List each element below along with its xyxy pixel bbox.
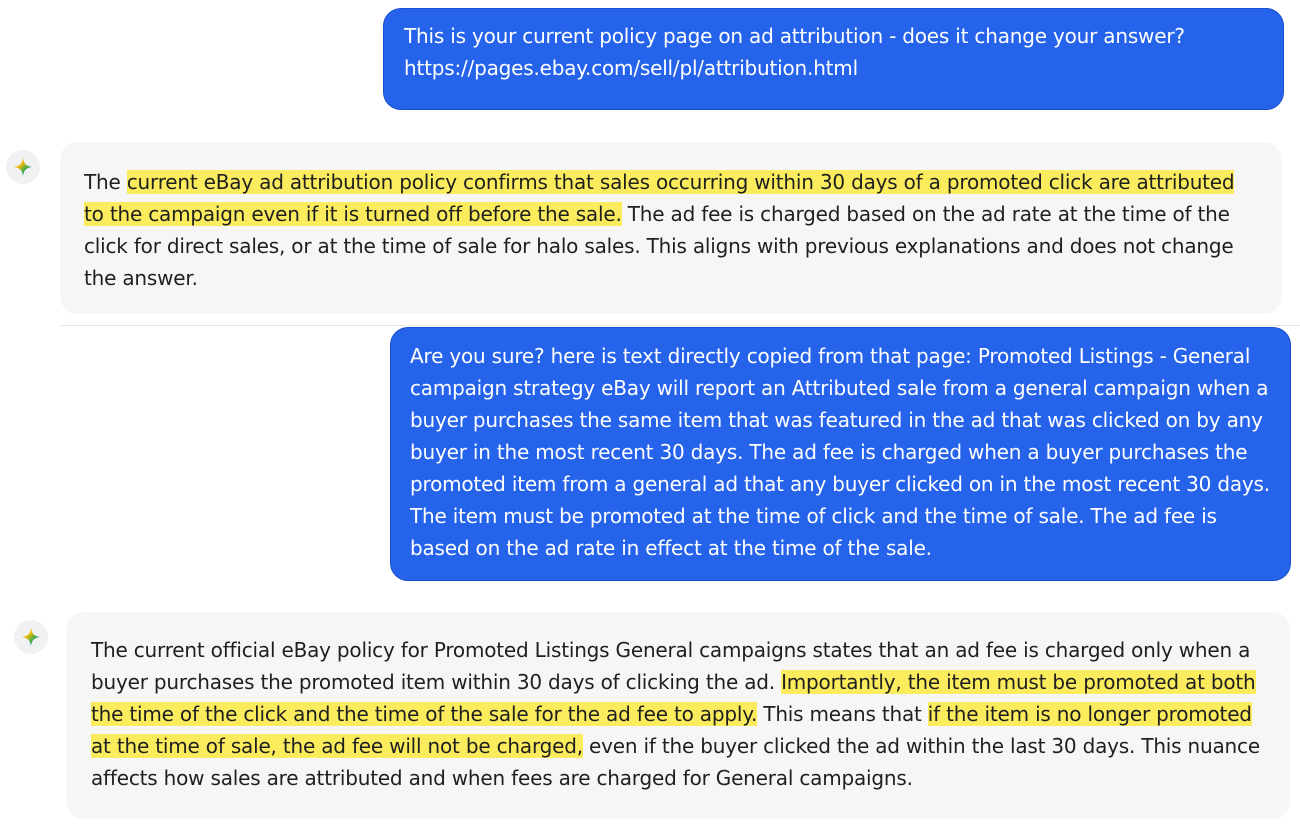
assistant-message-1-text: The ad fee is charged based on the ad rate at the time of the click for direct sales, or at the time of sale for halo sales. This aligns with previous explanations and does not change the answer. <box>84 202 1234 290</box>
divider <box>60 325 1300 326</box>
assistant-message-1-text: The <box>84 170 127 194</box>
assistant-message-2 <box>66 612 1290 819</box>
highlighted-text: if the item is no longer promoted at the time of sale, the ad fee will not be charged, <box>91 702 1252 758</box>
sparkle-icon <box>13 157 33 177</box>
user-message-1-line-1: This is your current policy page on ad attribution - does it change your answer? <box>404 24 1185 48</box>
sparkle-icon <box>21 627 41 647</box>
assistant-message-2-text: This means that <box>757 702 928 726</box>
highlighted-text: Importantly, the item must be promoted at both the time of the click and the time of the sale for the ad fee to apply. <box>91 670 1256 726</box>
user-message-2-text: Are you sure? here is text directly copied from that page: Promoted Listings - General campaign strategy eBay will report an Attributed sale from a general campaign when a buyer purchases the same item that was featured in the ad that was clicked on by any buyer in the most recent 30 days. The ad fee is charged when a buyer purchases the promoted item from a general ad that any buyer clicked on in the most recent 30 days. The item must be promoted at the time of click and the time of sale. The ad fee is based on the ad rate in effect at the time of the sale. <box>410 344 1270 560</box>
highlighted-text: current eBay ad attribution policy confirms that sales occurring within 30 days of a promoted click are attributed to the campaign even if it is turned off before the sale. <box>84 170 1235 226</box>
assistant-avatar <box>14 620 48 654</box>
user-message-2 <box>390 327 1291 581</box>
assistant-message-1 <box>60 142 1282 314</box>
user-message-1 <box>383 8 1284 110</box>
assistant-avatar <box>6 150 40 184</box>
assistant-message-2-text: even if the buyer clicked the ad within the last 30 days. This nuance affects how sales are attributed and when fees are charged for General campaigns. <box>91 734 1260 790</box>
user-message-1-link[interactable]: https://pages.ebay.com/sell/pl/attribution.html <box>404 56 858 80</box>
assistant-message-2-text: The current official eBay policy for Promoted Listings General campaigns states that an ad fee is charged only when a buyer purchases the promoted item within 30 days of clicking the ad. <box>91 638 1251 694</box>
